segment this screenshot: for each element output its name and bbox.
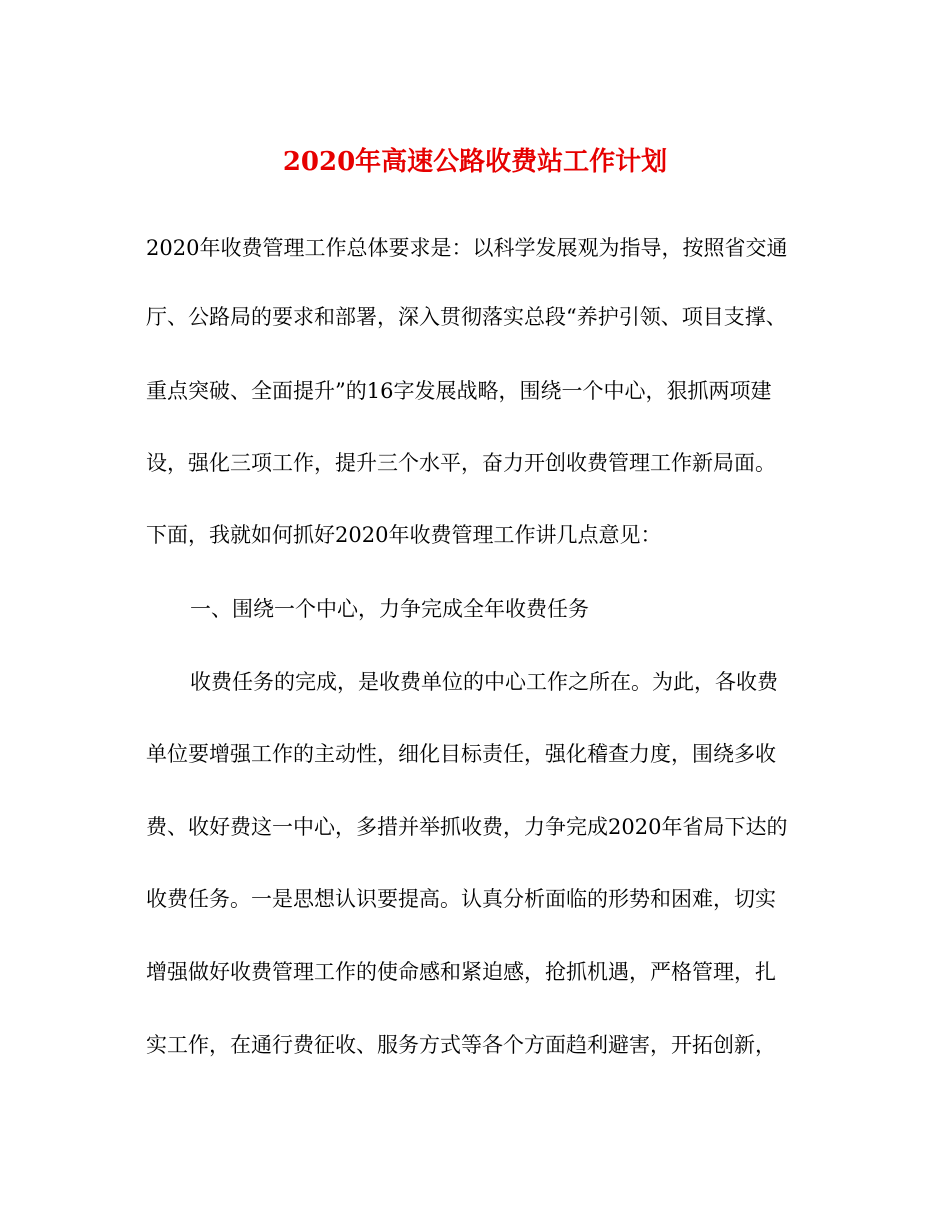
- paragraph-line: 增强做好收费管理工作的使命感和紧迫感，抢抓机遇，严格管理，扎: [146, 960, 776, 984]
- paragraph-line: 收费任务的完成，是收费单位的中心工作之所在。为此，各收费: [190, 670, 778, 694]
- paragraph-line: 单位要增强工作的主动性，细化目标责任，强化稽查力度，围绕多收: [146, 742, 776, 766]
- paragraph-line: 重点突破、全面提升”的16字发展战略，围绕一个中心，狠抓两项建: [146, 379, 772, 403]
- paragraph-line: 实工作，在通行费征收、服务方式等各个方面趋利避害，开拓创新，: [146, 1033, 776, 1057]
- paragraph-line: 厅、公路局的要求和部署，深入贯彻落实总段“养护引领、项目支撑、: [146, 305, 787, 329]
- section-heading: 一、围绕一个中心，力争完成全年收费任务: [190, 597, 589, 621]
- paragraph-line: 收费任务。一是思想认识要提高。认真分析面临的形势和困难，切实: [146, 887, 776, 911]
- paragraph-line: 费、收好费这一中心，多措并举抓收费，力争完成2020年省局下达的: [146, 815, 788, 839]
- document-title: 2020年高速公路收费站工作计划: [282, 147, 668, 177]
- paragraph-line: 设，强化三项工作，提升三个水平，奋力开创收费管理工作新局面。: [146, 451, 776, 475]
- paragraph-line: 下面，我就如何抓好2020年收费管理工作讲几点意见：: [146, 523, 662, 547]
- paragraph-line: 2020年收费管理工作总体要求是：以科学发展观为指导，按照省交通: [146, 236, 788, 260]
